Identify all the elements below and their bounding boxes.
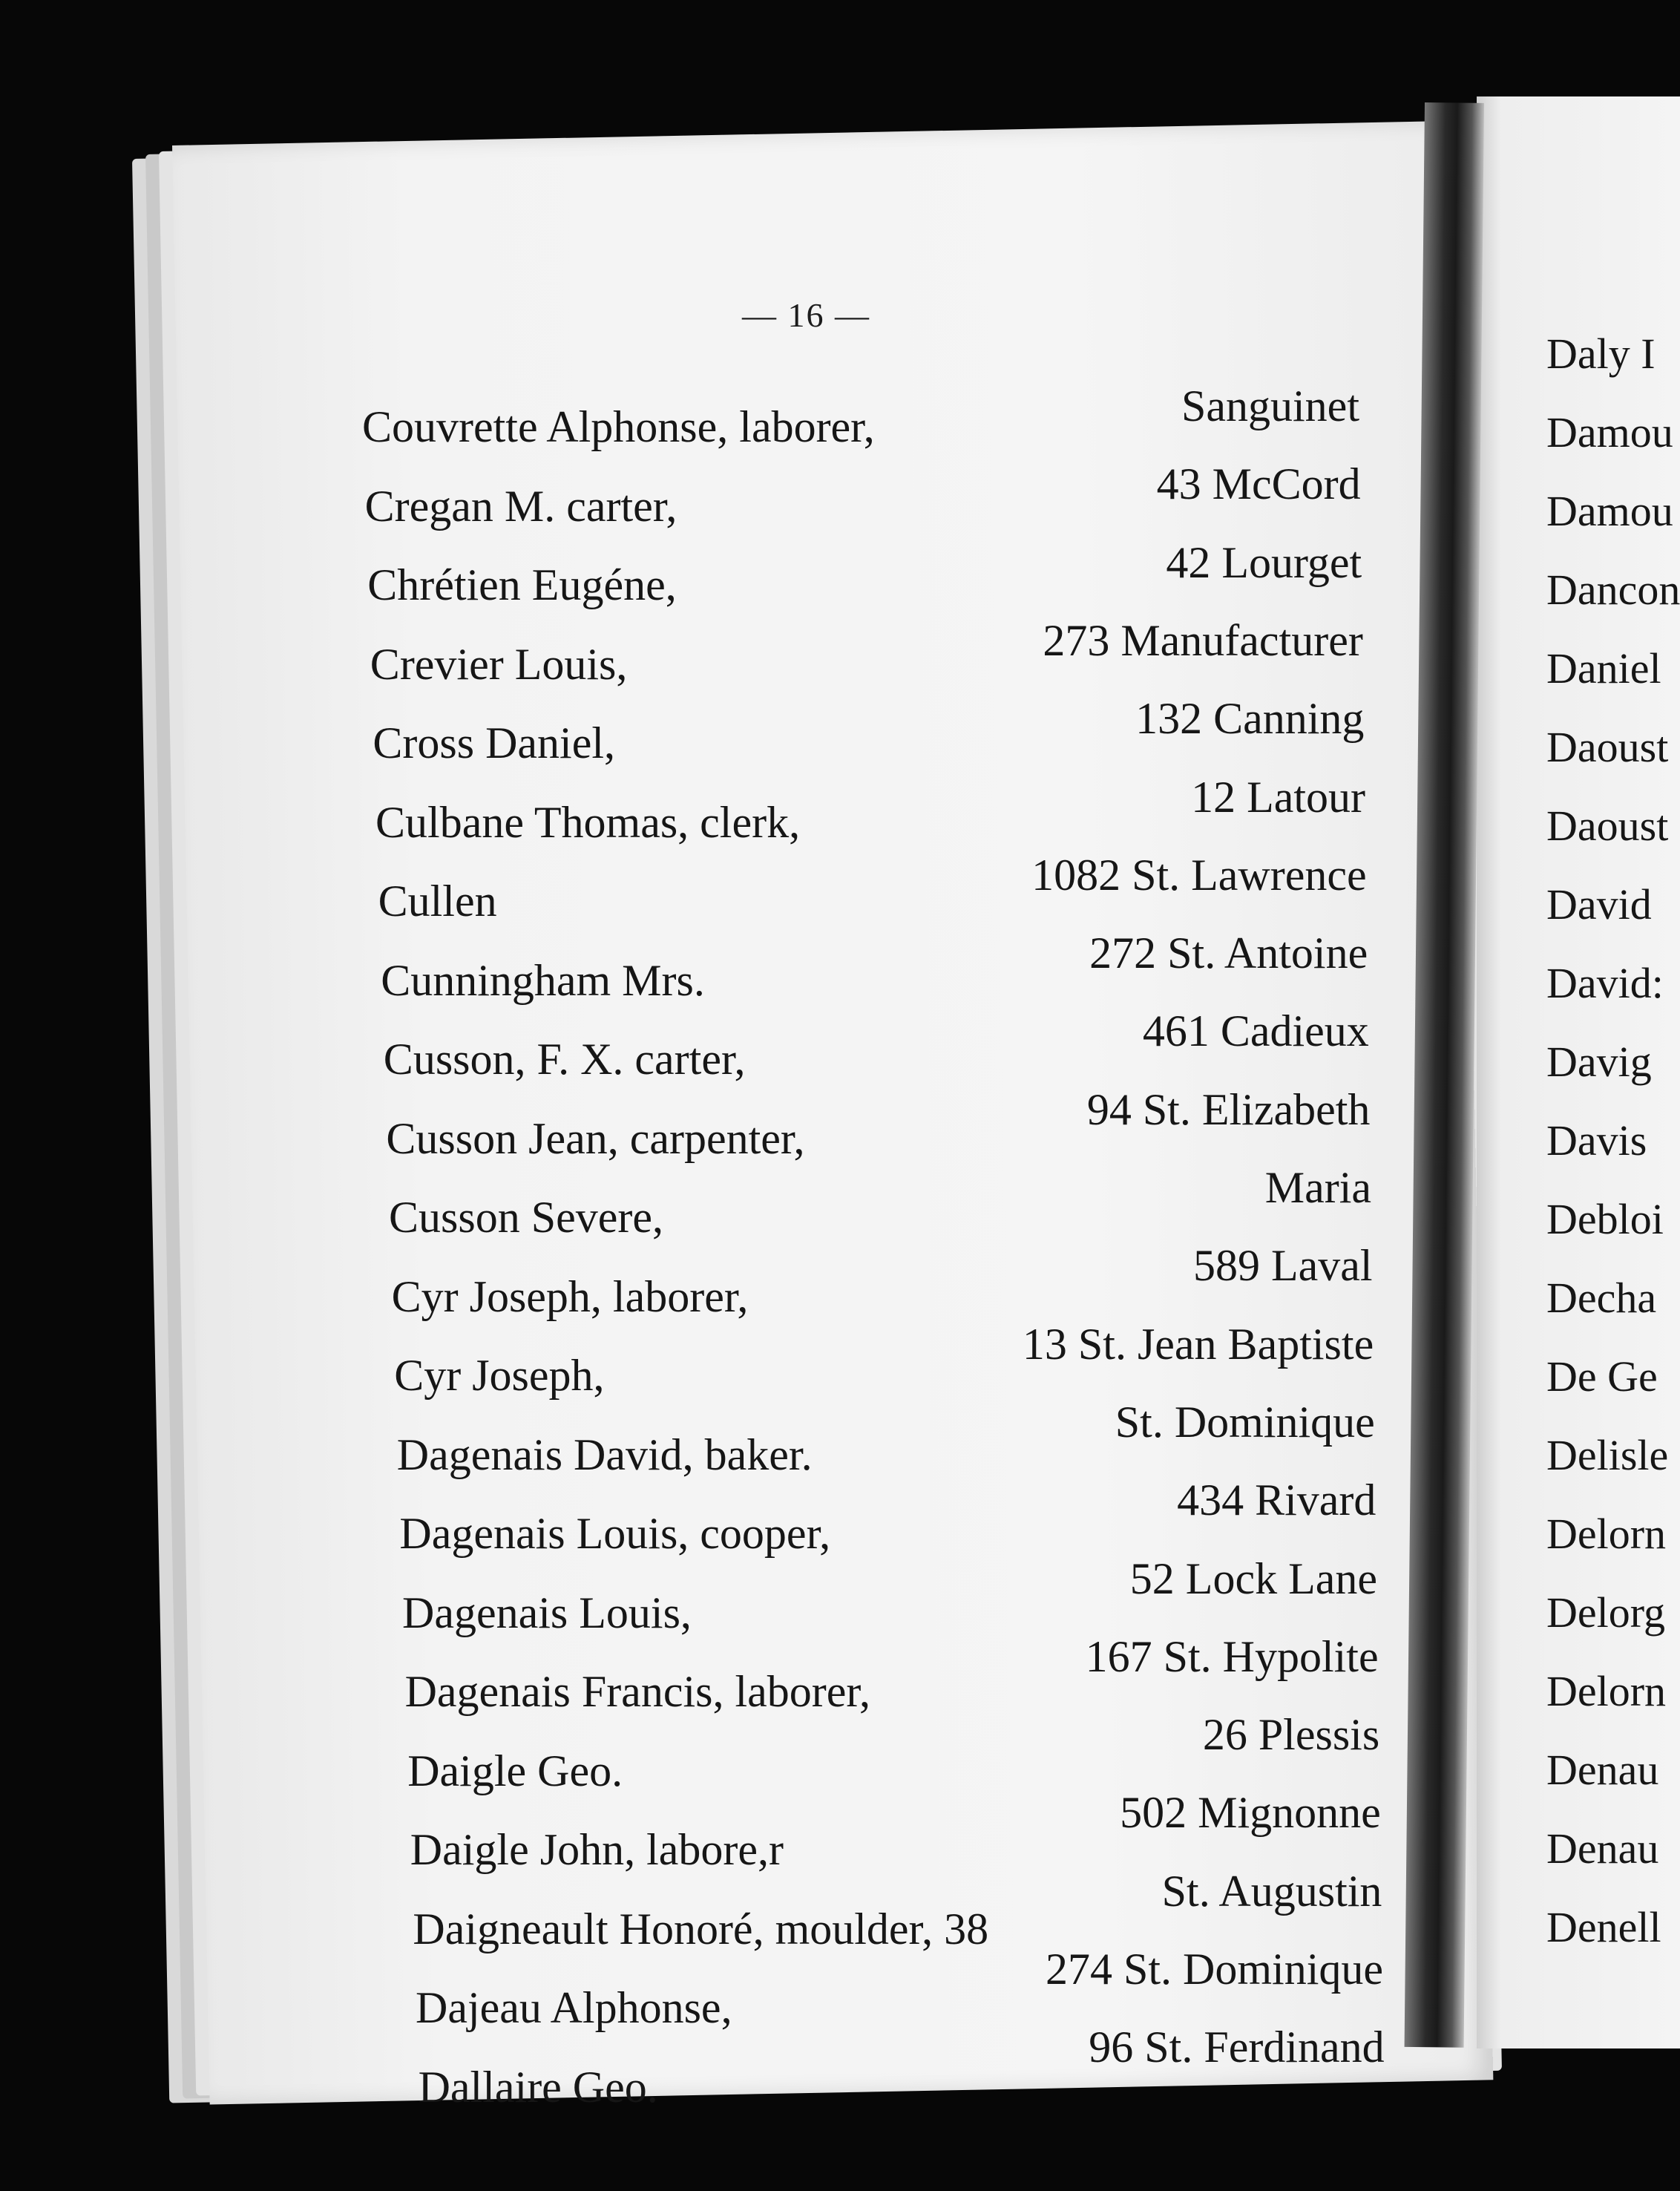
right-page-entry-fragment: Delorn	[1546, 1510, 1667, 1558]
entry-name: Daigneault Honoré, moulder, 38	[413, 1904, 989, 1953]
entry-name: Chrétien Eugéne,	[367, 560, 677, 609]
entry-name: Crevier Louis,	[370, 639, 628, 689]
entry-name: Cyr Joseph,	[394, 1351, 605, 1400]
right-page-entry-fragment: Daniel	[1546, 644, 1661, 692]
entry-address: 43 McCord	[1156, 459, 1361, 509]
right-page-entry-fragment: Davig	[1546, 1038, 1652, 1086]
right-page-entry-fragment: Delorn	[1546, 1667, 1667, 1715]
entry-name: Daigle Geo.	[407, 1746, 623, 1795]
entry-name: Cyr Joseph, laborer,	[391, 1271, 749, 1321]
right-page-entry-fragment: Denell	[1546, 1903, 1661, 1951]
right-page-entry-fragment: Damou	[1546, 408, 1673, 456]
entry-name: Cusson, F. X. carter,	[383, 1035, 746, 1084]
entry-address: 52 Lock Lane	[1129, 1553, 1377, 1603]
entry-name: Daigle John, labore,r	[410, 1825, 784, 1874]
right-page-entry-fragment: Delorg	[1546, 1588, 1666, 1637]
entry-address: 461 Cadieux	[1142, 1006, 1369, 1056]
entry-name: Cunningham Mrs.	[381, 955, 705, 1005]
entry-name: Cusson Jean, carpenter,	[386, 1113, 805, 1163]
entry-name: Dallaire Geo.	[418, 2062, 658, 2112]
right-page-entry-fragment: Denau	[1546, 1824, 1659, 1873]
entry-address: 42 Lourget	[1166, 537, 1362, 587]
right-page-entry-fragment: David:	[1546, 959, 1664, 1007]
entry-name: Dajeau Alphonse,	[416, 1983, 732, 2032]
entry-address: 1082 St. Lawrence	[1031, 850, 1367, 900]
entry-address: 12 Latour	[1191, 772, 1365, 822]
right-page-entry-fragment: Debloi	[1546, 1195, 1664, 1243]
entry-address: 273 Manufacturer	[1043, 615, 1363, 665]
right-page-entry-fragment: Daly I	[1546, 330, 1656, 378]
entry-address: 502 Mignonne	[1120, 1788, 1381, 1838]
right-page-entry-fragment: Damou	[1546, 487, 1673, 535]
right-page-entry-fragment: Daoust	[1546, 723, 1669, 771]
entry-address: 589 Laval	[1193, 1241, 1373, 1291]
right-page-entry-fragment: De Ge	[1546, 1352, 1658, 1401]
entry-address: 94 St. Elizabeth	[1086, 1084, 1371, 1134]
entry-name: Dagenais Francis, laborer,	[404, 1667, 870, 1716]
entry-address: Maria	[1264, 1163, 1371, 1212]
right-page-entry-fragment: David	[1546, 880, 1652, 929]
entry-address: 96 St. Ferdinand	[1089, 2023, 1385, 2072]
entry-name: Culbane Thomas, clerk,	[375, 797, 801, 847]
entry-address: 13 St. Jean Baptiste	[1022, 1319, 1374, 1369]
entry-address: St. Dominique	[1115, 1397, 1375, 1447]
entry-address: 274 St. Dominique	[1045, 1945, 1383, 1994]
entry-name: Cullen	[378, 877, 497, 926]
entry-address: 26 Plessis	[1202, 1710, 1380, 1760]
entry-address: 434 Rivard	[1177, 1476, 1377, 1525]
entry-name: Dagenais Louis, cooper,	[399, 1509, 831, 1558]
right-page-entry-fragment: Davis	[1546, 1116, 1647, 1165]
right-page-entry-fragment: Decha	[1546, 1274, 1657, 1322]
page-number: — 16 —	[742, 296, 870, 334]
entry-name: Cregan M. carter,	[364, 481, 677, 531]
entry-address: 132 Canning	[1135, 694, 1365, 744]
right-page-entry-fragment: Dancon	[1546, 566, 1680, 614]
entry-name: Cusson Severe,	[389, 1193, 663, 1242]
entry-name: Dagenais David, baker.	[396, 1429, 813, 1479]
right-page-entry-fragment: Delisle	[1546, 1431, 1669, 1479]
entry-address: Sanguinet	[1181, 381, 1359, 430]
entry-address: 272 St. Antoine	[1089, 929, 1368, 978]
entry-name: Couvrette Alphonse, laborer,	[362, 402, 875, 451]
entry-name: Dagenais Louis,	[402, 1588, 692, 1637]
entry-address: 167 St. Hypolite	[1085, 1631, 1379, 1681]
entry-address: St. Augustin	[1161, 1866, 1382, 1916]
right-page-entry-fragment: Denau	[1546, 1746, 1659, 1794]
right-page-entry-fragment: Daoust	[1546, 802, 1669, 850]
entry-name: Cross Daniel,	[373, 718, 616, 767]
